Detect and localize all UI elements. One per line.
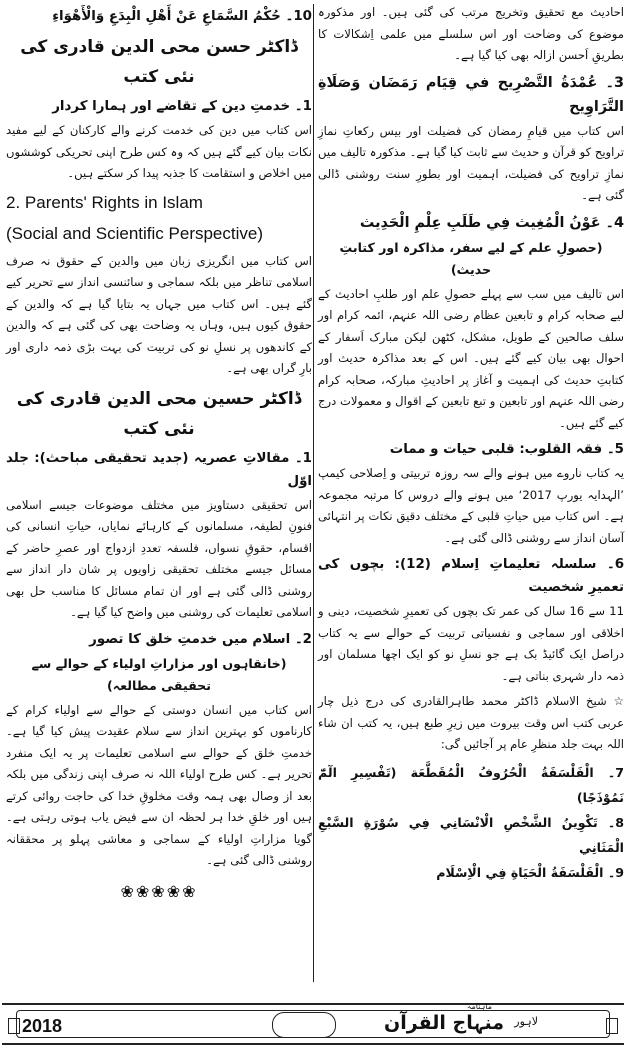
book2-text: اس کتاب میں انگریزی زبان میں والدین کے حقوق نہ صرف اسلامی تناظر میں بلکہ سماجی و سائنسی انداز سے تحریر کیے گئے ہیں۔ اس کتاب میں جہاں یہ بتایا گیا ہے کہ والدین کے حقوق کیوں ہیں، وہاں یہ وضاحت بھی کی گئی ہے کہ والدین کے کاندھوں پر نسلِ نو کی تربیت کی بہت بڑی ذمہ داری اور بارِ گراں بھی ہے۔ [6, 253, 312, 375]
item5-title: 5۔ فقہ القلوب: قلبی حیات و ممات [389, 442, 624, 457]
book4-text: اس کتاب میں انسان دوستی کے حوالے سے اولیاء کرام کے کارناموں کو بہترین انداز سے سلام عقیدت پیش کیا گیا ہے۔ خدمتِ خلق کے حوالے سے اسلامی تعلیمات پر یہ ایک منفرد تحریر ہے۔ کس طرح اولیاء اللہ نہ صرف اپنی زندگی میں بلکہ بعد از وصال بھی ہمہ وقت مخلوقِ خدا کی حاجت روائی کرتے ہیں اور خلقِ خدا ہر لحظہ ان سے فیض یاب ہوتی رہتی ہے۔ گویا مزاراتِ اولیاء کے سماجی و معاشی پہلو پر محققانہ روشنی ڈالی گئی ہے۔ [6, 702, 312, 867]
item3-text: اس کتاب میں قیامِ رمضان کی فضیلت اور بیس رکعاتِ نمازِ تراویح کو قرآن و حدیث سے ثابت کیا گیا ہے۔ مذکورہ تالیف میں نمازِ تراویح کی فضیلت، اہمیت اور بطورِ سنت روشنی ڈالی گئی ہے۔ [318, 123, 624, 202]
note-paragraph: ☆ شیخ الاسلام ڈاکٹر محمد طاہرالقادری کی درج ذیل چار عربی کتب اس وقت بیروت میں زیرِ طبع ہیں، یہ کتب ان شاء اللہ بہت جلد منظرِ عام پر آجائیں گی: [318, 694, 624, 751]
list-item: 8۔ تَكْوِينُ الشَّخْصِ الْانْسَانِي فِي سُوْرَةِ السَّبْعِ الْمَثَانِي [318, 814, 624, 855]
section-title-hasan: ڈاکٹر حسن محی الدین قادری کی نئی کتب [20, 37, 298, 87]
footer-left-cap [8, 1018, 20, 1034]
item4-title: 4۔ عَوْنُ الْمُغِيث فِي طَلَبِ عِلْمِ الْحَدِيث [359, 214, 624, 231]
page-number-oval [272, 1012, 336, 1038]
item6-title: 6۔ سلسلہ تعلیماتِ اِسلام (12): بچوں کی تعمیرِ شخصیت [318, 557, 625, 595]
item6-text: 11 سے 16 سال کی عمر تک بچوں کی تعمیرِ شخصیت، دینی و اخلاقی اور سماجی و نفسیاتی تربیت کے حوالے سے یہ کتاب دراصل ایک گائیڈ بک ہے جو نسلِ نو کو ایک اچھا مسلمان اور ذمہ دار شہری بناتی ہے۔ [318, 604, 624, 683]
intro-paragraph: احادیث مع تحقیق وتخریج مرتب کی گئی ہیں۔ اور مذکورہ موضوع کی وضاحت اور اس سلسلے میں علمی اِشکالات کا بطریقِ اَحسن ازالہ بھی کیا گیا ہے۔ [318, 5, 624, 62]
ornament-divider: ❀❀❀❀❀ [120, 881, 198, 901]
city-label: لاہور [514, 1015, 538, 1028]
book2-subtitle-en: (Social and Scientific Perspective) [6, 223, 264, 243]
footer-right-cap [606, 1018, 618, 1034]
item5-text: یہ کتاب ناروے میں ہونے والے سہ روزہ تربیتی و اِصلاحی کیمپ ’الہدایہ یورپ 2017‘ میں ہونے والے دروس کا مرتبہ مجموعہ ہے۔ اس کتاب میں حیاتِ قلبی کے مختلف دقیق نکات پر انتہائی آسان انداز سے روشنی ڈالی گئی ہے۔ [318, 466, 624, 545]
book1-text: اس کتاب میں دین کی خدمت کرنے والے کارکنان کے لیے مفید نکات بیان کیے گئے ہیں کہ وہ کس طرح اپنی تحریکی کوششوں میں اخلاص و استقامت کا جذبہ پیدا کر سکتے ہیں۔ [6, 123, 312, 180]
issue-year: 2018 [22, 1016, 63, 1036]
item4-text: اس تالیف میں سب سے پہلے حصولِ علم اور طلبِ احادیث کے لیے صحابہ کرام و تابعین عظام رضی اللہ عنہم، ائمہ کرام اور سلف صالحین کے طویل، مشکل، کٹھن لیکن مبارک اَسفار کے احوال بھی بیان کیے گئے ہیں۔ اس کے بعد مذاکرہ حدیث اور کتابتِ حدیث کی اہمیت و آغاز پر احادیثِ مبارکہ، صحابہ کرام رضی اللہ عنہم اور تابعین و تبع تابعین کے اقوال و معمولات درج کیے گئے ہیں۔ [318, 286, 624, 430]
book1-title: 1۔ خدمتِ دین کے تقاضے اور ہمارا کردار [52, 99, 312, 114]
section-title-hussain: ڈاکٹر حسین محی الدین قادری کی نئی کتب [16, 388, 302, 439]
item4-subtitle: (حصولِ علم کے لیے سفر، مذاکرہ اور کتابتِ حدیث) [339, 239, 603, 277]
column-divider [313, 4, 314, 982]
monthly-label: ماہنامہ [466, 1002, 492, 1011]
magazine-masthead: منہاج القرآن [384, 1012, 504, 1034]
left-column [6, 2, 312, 992]
book4-title: 2۔ اسلام میں خدمتِ خلق کا تصور [89, 631, 312, 647]
book3-text: اس تحقیقی دستاویز میں مختلف موضوعات جیسے اسلامی فنونِ لطیفہ، مسلمانوں کے کارہائے نمایاں، حیاتِ انسانی کی اقسام، حقوقِ نسواں، فلسفہ تعددِ ازدواج اور عصرِ حاضر کے مسائل جیسے مختلف تحقیقی زاویوں پر شان دار انداز سے روشنی ڈالی گئی ہے اور ان تمام مسائل کا مناسب حل بھی اسلامی تعلیمات کی روشنی میں واضح کیا گیا ہے۔ [6, 497, 312, 619]
right-column [318, 2, 624, 992]
list-item: 7۔ الْفَلْسَفَةُ الْحُرُوفُ الْمُقَطَّعَة (تَفْسِيرِ الٓمّٓ نَمُوْذَجًا) [318, 764, 624, 805]
list-item: 9۔ الْفَلْسَفَةُ الْحَيَاةِ فِي الْاِسْلَام [436, 864, 624, 880]
item3-title: 3۔ عُمْدَةُ التَّصْرِيح في قِيَام رَمَضَان وَصَلَاةِ التَّرَاوِيح [318, 74, 624, 115]
book4-subtitle: (خانقاہوں اور مزاراتِ اولیاء کے حوالے سے تحقیقی مطالعہ) [31, 655, 287, 693]
item10-title: 10۔ حُكْمُ السَّمَاعِ عَنْ أَهْلِ الْبِدَعِ وَالْأَهْوَاءِ [52, 9, 312, 24]
book3-title: 1۔ مقالاتِ عصریہ (جدید تحقیقی مباحث): جلد اوّل [6, 450, 312, 489]
book2-title-en: 2. Parents' Rights in Islam [6, 192, 203, 212]
page-footer [2, 1003, 624, 1045]
